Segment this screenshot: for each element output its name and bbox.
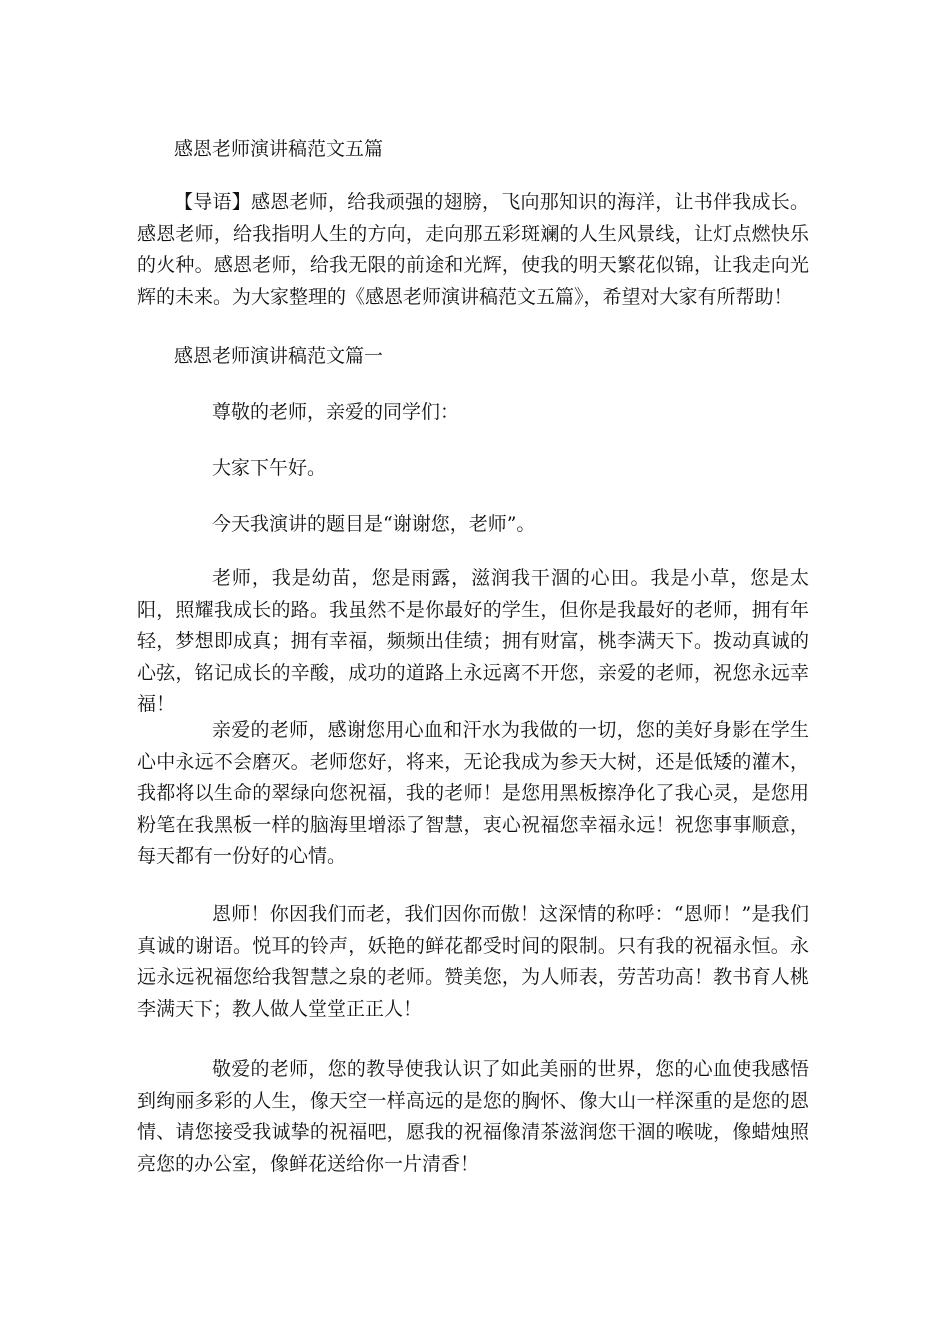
intro-paragraph: 【导语】感恩老师，给我顽强的翅膀，飞向那知识的海洋，让书伴我成长。感恩老师，给我指明人生的方向，走向那五彩斑斓的人生风景线，让灯点燃快乐的火种。感恩老师，给我无限的前途和光辉，使我的明天繁花似锦，让我走向光辉的未来。为大家整理的《感恩老师演讲稿范文五篇》，希望对大家有所帮助！ (137, 191, 809, 308)
body-paragraph: 亲爱的老师，感谢您用心血和汗水为我做的一切，您的美好身影在学生心中永远不会磨灭。老师您好，将来，无论我成为参天大树，还是低矮的灌木，我都将以生命的翠绿向您祝福，我的老师！是您用黑板擦净化了我心灵，是您用粉笔在我黑板一样的脑海里增添了智慧，衷心祝福您幸福永远！祝您事事顺意，每天都有一份好的心情。 (137, 719, 809, 867)
greeting: 大家下午好。 (212, 457, 327, 479)
speech-topic: 今天我演讲的题目是“谢谢您，老师”。 (212, 513, 536, 535)
body-paragraph: 恩师！你因我们而老，我们因你而傲！这深情的称呼：“恩师！”是我们真诚的谢语。悦耳的铃声，妖艳的鲜花都受时间的限制。只有我的祝福永恒。永远永远祝福您给我智慧之泉的老师。赞美您，为人师表，劳苦功高！教书育人桃李满天下；教人做人堂堂正正人！ (137, 903, 809, 1020)
body-paragraph: 老师，我是幼苗，您是雨露，滋润我干涸的心田。我是小草，您是太阳，照耀我成长的路。我虽然不是你最好的学生，但你是我最好的老师，拥有年轻，梦想即成真；拥有幸福，频频出佳绩；拥有财富，桃李满天下。拨动真诚的心弦，铭记成长的辛酸，成功的道路上永远离不开您，亲爱的老师，祝您永远幸福！ (137, 567, 809, 715)
section-heading: 感恩老师演讲稿范文篇一 (174, 345, 384, 367)
salutation: 尊敬的老师，亲爱的同学们： (212, 401, 460, 423)
body-paragraph: 敬爱的老师，您的教导使我认识了如此美丽的世界，您的心血使我感悟到绚丽多彩的人生，像天空一样高远的是您的胸怀、像大山一样深重的是您的恩情、请您接受我诚挚的祝福吧，愿我的祝福像清茶滋润您干涸的喉咙，像蜡烛照亮您的办公室，像鲜花送给你一片清香！ (137, 1058, 809, 1175)
document-title: 感恩老师演讲稿范文五篇 (174, 138, 384, 160)
